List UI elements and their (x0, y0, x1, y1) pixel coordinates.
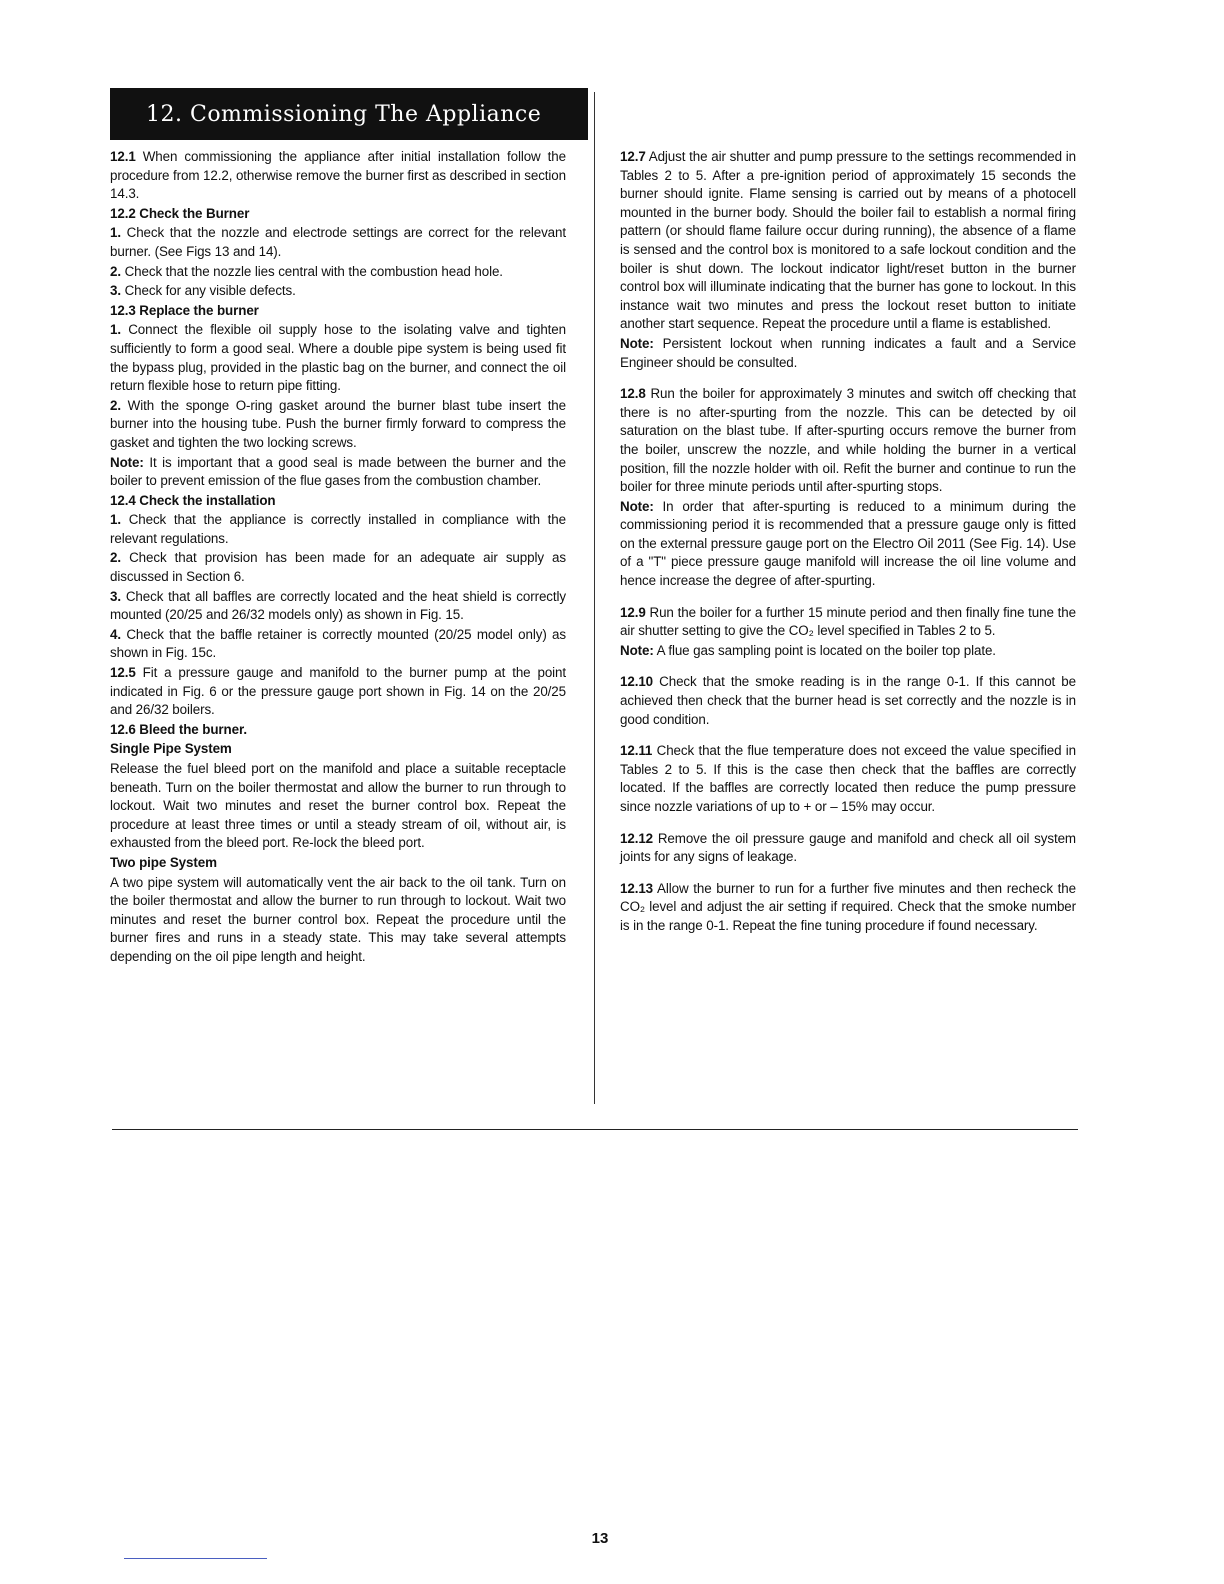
right-column (620, 148, 1076, 937)
paragraph-12-5: 12.5 Fit a pressure gauge and manifold to the burner pump at the point indicated in Fig. 6 or the pressure gauge port shown in Fig. 14 on the 20/25 and 26/32 boilers. (110, 665, 567, 718)
replace-burner-item-2: 2. With the sponge O-ring gasket around the burner blast tube insert the burner into the housing tube. Push the burner firmly forward to compress the gasket and tighten the two locking screws. (110, 397, 567, 450)
section-title: 12. Commissioning The Appliance (110, 88, 588, 140)
heading-12-4: 12.4 Check the installation (110, 492, 276, 508)
paragraph-12-10: 12.10 Check that the smoke reading is in the range 0-1. If this cannot be achieved then check that the burner head is set correctly and the nozzle is in good condition. (620, 674, 1076, 727)
two-pipe-text: A two pipe system will automatically vent the air back to the oil tank. Turn on the boiler thermostat and allow the burner to run through to lockout. Wait two minutes and reset the burner control box. Repeat the procedure until the burner fires and runs in a steady state. This may take several attempts depending on the oil pipe length and height. (110, 874, 566, 964)
installation-item-4: 4. Check that the baffle retainer is correctly mounted (20/25 model only) as shown in Fig. 15c. (110, 626, 566, 661)
note-after-spurting: Note: In order that after-spurting is reduced to a minimum during the commissioning period it is recommended that a pressure gauge only is fitted on the external pressure gauge port on the Electro Oil 2011 (See Fig. 14). Use of a "T" piece pressure gauge manifold will increase the oil line volume and hence increase the degree of after-spurting. (620, 498, 1076, 589)
heading-12-6: 12.6 Bleed the burner. (110, 721, 247, 737)
single-pipe-text: Release the fuel bleed port on the manifold and place a suitable receptacle beneath. Turn on the boiler thermostat and allow the burner to run through to lockout. Wait two minutes and reset the burner control box. Repeat the procedure at least three times or until a steady stream of oil, without air, is exhausted from the bleed port. Re-lock the bleed port. (110, 761, 566, 851)
paragraph-12-11: 12.11 Check that the flue temperature does not exceed the value specified in Tables 2 to 5. If this is the case then check that the baffles are correctly located. If the baffles are correctly located then reduce the pump pressure since nozzle variations of up to + or – 15% may occur. (620, 743, 1076, 814)
check-burner-item-1: 1. Check that the nozzle and electrode settings are correct for the relevant burner. (See Figs 13 and 14). (110, 225, 566, 259)
paragraph-12-7: 12.7 Adjust the air shutter and pump pressure to the settings recommended in Tables 2 to 5. After a pre-ignition period of approximately 15 seconds the burner should ignite. Flame sensing is carried out by means of a photocell mounted in the burner body. Should the boiler fail to establish a normal firing pattern (or should flame failure occur during running), the absence of a flame is sensed and the control box is monitored to a safe lockout condition and the boiler is shut down. The lockout indicator light/reset button in the burner control box will illuminate indicating that the burner has gone to lockout. In this instance wait two minutes and press the lockout reset button to initiate another start sequence. Repeat the procedure until a flame is established. (620, 149, 1076, 332)
note-sampling-point: Note: A flue gas sampling point is located on the boiler top plate. (620, 642, 996, 658)
heading-two-pipe: Two pipe System (110, 854, 217, 870)
bottom-rule (112, 1129, 1078, 1130)
heading-single-pipe: Single Pipe System (110, 741, 232, 757)
paragraph-12-9: 12.9 Run the boiler for a further 15 minute period and then finally fine tune the air shutter setting to give the CO₂ level specified in Tables 2 to 5. (620, 604, 1076, 639)
check-burner-item-3: 3. Check for any visible defects. (110, 283, 296, 299)
installation-item-1: 1. Check that the appliance is correctly installed in compliance with the relevant regulations. (110, 512, 566, 546)
note-seal: Note: It is important that a good seal is made between the burner and the boiler to prevent emission of the flue gases from the combustion chamber. (110, 454, 566, 489)
note-lockout: Note: Persistent lockout when running indicates a fault and a Service Engineer should be consulted. (620, 335, 1076, 370)
left-column (110, 148, 566, 968)
page-number: 13 (591, 1530, 609, 1547)
installation-item-2: 2. Check that provision has been made for an adequate air supply as discussed in Section 6. (110, 550, 566, 585)
replace-burner-item-1: 1. Connect the flexible oil supply hose to the isolating valve and tighten sufficiently to form a good seal. Where a double pipe system is being used fit the bypass plug, provided in the plastic bag on the burner, and connect the oil return flexible hose to return pipe fitting. (110, 322, 566, 394)
paragraph-12-8: 12.8 Run the boiler for approximately 3 minutes and switch off checking that there is no after-spurting from the nozzle. This can be detected by oil saturation on the blast tube. If after-spurting occurs remove the burner from the boiler, unscrew the nozzle, and while holding the burner in a vertical position, fill the nozzle holder with oil. Refit the burner and continue to run the boiler for three minute periods until after-spurting stops. (620, 386, 1076, 495)
column-divider (594, 92, 595, 1104)
check-burner-item-2: 2. Check that the nozzle lies central with the combustion head hole. (110, 263, 503, 279)
heading-12-3: 12.3 Replace the burner (110, 302, 259, 318)
paragraph-12-13: 12.13 Allow the burner to run for a further five minutes and then recheck the CO₂ level and adjust the air setting if required. Check that the smoke number is in the range 0-1. Repeat the fine tuning procedure if found necessary. (620, 880, 1076, 933)
paragraph-12-1: 12.1 When commissioning the appliance after initial installation follow the procedure from 12.2, otherwise remove the burner first as described in section 14.3. (110, 149, 566, 202)
heading-12-2: 12.2 Check the Burner (110, 205, 250, 221)
footer-link-line (124, 1558, 267, 1559)
paragraph-12-12: 12.12 Remove the oil pressure gauge and manifold and check all oil system joints for any signs of leakage. (620, 830, 1076, 865)
installation-item-3: 3. Check that all baffles are correctly located and the heat shield is correctly mounted (20/25 and 26/32 models only) as shown in Fig. 15. (110, 588, 566, 623)
